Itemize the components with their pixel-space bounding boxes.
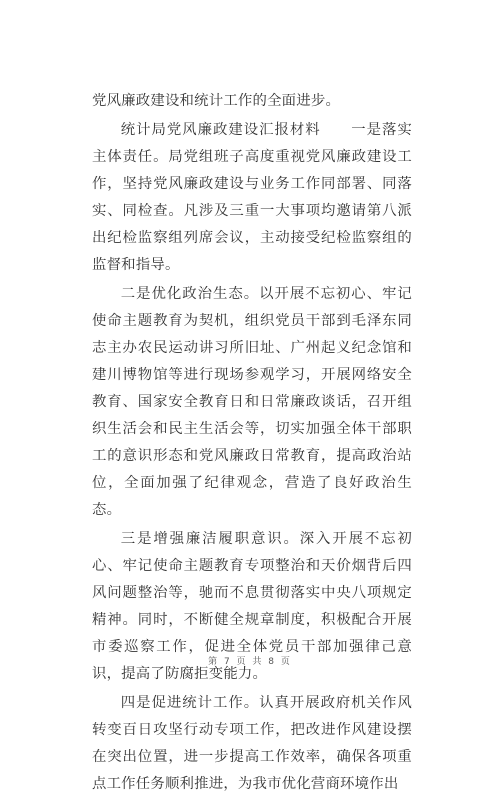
page-number-footer: 第 7 页 共 8 页	[208, 657, 292, 667]
paragraph-4: 三是增强廉洁履职意识。深入开展不忘初心、牢记使命主题教育专项整治和天价烟背后四风问题整治等，驰而不息贯彻落实中央八项规定精神。同时，不断健全规章制度，积极配合开展市委巡察工作，促进全体党员干部加强律己意识，提高了防腐拒变能力。	[92, 531, 412, 682]
paragraph-3: 二是优化政治生态。以开展不忘初心、牢记使命主题教育为契机，组织党员干部到毛泽东同志主办农民运动讲习所旧址、广州起义纪念馆和建川博物馆等进行现场参观学习，开展网络安全教育、国家安全教育日和日常廉政谈话，召开组织生活会和民主生活会等，切实加强全体干部职工的意识形态和党风廉政日常教育，提高政治站位，全面加强了纪律观念，营造了良好政治生态。	[92, 286, 412, 518]
document-body	[92, 88, 412, 798]
paragraph-5: 四是促进统计工作。认真开展政府机关作风转变百日攻坚行动专项工作，把改进作风建设摆在突出位置，进一步提高工作效率，确保各项重点工作任务顺利推进，为我市优化营商环境作出	[92, 695, 412, 792]
paragraph-2: 统计局党风廉政建设汇报材料 一是落实主体责任。局党组班子高度重视党风廉政建设工作，坚持党风廉政建设与业务工作同部署、同落实、同检查。凡涉及三重一大事项均邀请第八派出纪检监察组列席会议，主动接受纪检监察组的监督和指导。	[92, 122, 412, 273]
paragraph-1: 党风廉政建设和统计工作的全面进步。	[92, 93, 341, 109]
